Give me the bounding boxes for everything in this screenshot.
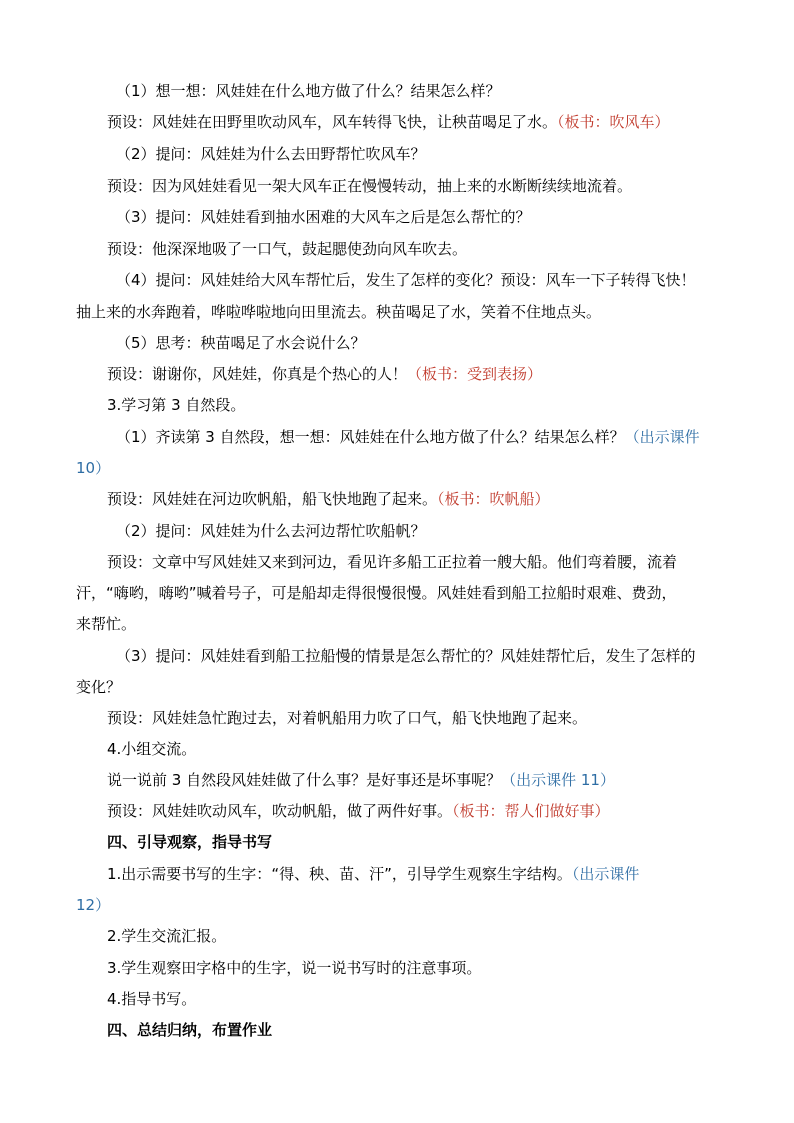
line-text: 预设：风娃娃在田野里吹动风车，风车转得飞快，让秧苗喝足了水。 [107,113,558,131]
writing-step-1-cont [76,895,110,915]
line-text: 预设：风娃娃吹动风车，吹动帆船，做了两件好事。 [107,802,453,820]
line-text: 3.学习第 3 自然段。 [107,396,246,414]
answer-s3-3 [107,708,587,728]
line-text: （2）提问：风娃娃为什么去田野帮忙吹风车？ [116,145,426,163]
question-4-cont [76,302,601,322]
line-text: 4.小组交流。 [107,740,197,758]
slide-note: 10） [76,459,111,477]
line-text: 预设：因为风娃娃看见一架大风车正在慢慢转动，抽上来的水断断续续地流着。 [107,177,633,195]
writing-step-4 [107,989,196,1009]
question-3 [116,207,531,227]
board-note: （板书：帮人们做好事） [452,802,610,820]
slide-note: （出示课件 [624,428,700,446]
line-text: 抽上来的水奔跑着，哗啦哗啦地向田里流去。秧苗喝足了水，笑着不住地点头。 [76,303,602,321]
question-s3-1-cont [76,458,110,478]
question-s3-1 [116,427,700,447]
slide-note: 12） [76,896,111,914]
line-text: 预设：谢谢你，风娃娃，你真是个热心的人！ [107,365,408,383]
writing-step-1 [107,864,639,884]
question-4 [116,270,696,290]
line-text: 预设：他深深地吸了一口气，鼓起腮使劲向风车吹去。 [107,240,468,258]
board-note: （板书：吹风车） [557,113,670,131]
line-text: 3.学生观察田字格中的生字，说一说书写时的注意事项。 [107,959,482,977]
question-s3-3 [116,646,696,666]
line-text: 汗，“嗨哟，嗨哟”喊着号子，可是船却走得很慢很慢。风娃娃看到船工拉船时艰难、费劲， [76,584,677,602]
line-text: 四、引导观察，指导书写 [107,833,273,851]
section-4 [107,739,196,759]
heading-summary [107,1020,272,1040]
line-text: 说一说前 3 自然段风娃娃做了什么事？是好事还是坏事呢？ [107,771,502,789]
answer-2 [107,176,632,196]
slide-note: （出示课件 [571,865,640,883]
answer-1 [107,112,670,132]
section-3 [107,395,245,415]
line-text: 预设：风娃娃在河边吹帆船，船飞快地跑了起来。 [107,490,438,508]
board-note: （板书：受到表扬） [407,365,543,383]
writing-step-3 [107,958,481,978]
line-text: 4.指导书写。 [107,990,197,1008]
writing-step-2 [107,926,226,946]
question-5 [116,333,366,353]
heading-writing [107,832,272,852]
line-text: 1.出示需要书写的生字：“得、秧、苗、汗”，引导学生观察生字结构。 [107,865,572,883]
answer-3 [107,239,467,259]
answer-s3-1 [107,489,550,509]
line-text: （4）提问：风娃娃给大风车帮忙后，发生了怎样的变化？预设：风车一下子转得飞快！ [116,271,696,289]
line-text: 来帮忙。 [76,615,137,633]
answer-s3-2 [107,552,677,572]
line-text: （1）齐读第 3 自然段，想一想：风娃娃在什么地方做了什么？结果怎么样？ [116,428,625,446]
line-text: 2.学生交流汇报。 [107,927,227,945]
line-text: （3）提问：风娃娃看到船工拉船慢的情景是怎么帮忙的？风娃娃帮忙后，发生了怎样的 [116,647,696,665]
discussion-prompt [107,770,615,790]
answer-s3-2-end [76,614,136,634]
question-s3-2 [116,521,426,541]
slide-note: （出示课件 11） [501,771,615,789]
line-text: （5）思考：秧苗喝足了水会说什么？ [116,334,366,352]
line-text: （2）提问：风娃娃为什么去河边帮忙吹船帆？ [116,522,426,540]
question-2 [116,144,426,164]
question-s3-3-cont [76,677,121,697]
answer-s3-2-cont [76,583,677,603]
line-text: 四、总结归纳，布置作业 [107,1021,273,1039]
line-text: 预设：风娃娃急忙跑过去，对着帆船用力吹了口气，船飞快地跑了起来。 [107,709,588,727]
question-1 [116,81,501,101]
line-text: 预设：文章中写风娃娃又来到河边，看见许多船工正拉着一艘大船。他们弯着腰，流着 [107,553,678,571]
board-note: （板书：吹帆船） [437,490,550,508]
line-text: 变化？ [76,678,122,696]
line-text: （3）提问：风娃娃看到抽水困难的大风车之后是怎么帮忙的？ [116,208,531,226]
discussion-answer [107,801,610,821]
line-text: （1）想一想：风娃娃在什么地方做了什么？结果怎么样？ [116,82,501,100]
answer-5 [107,364,542,384]
